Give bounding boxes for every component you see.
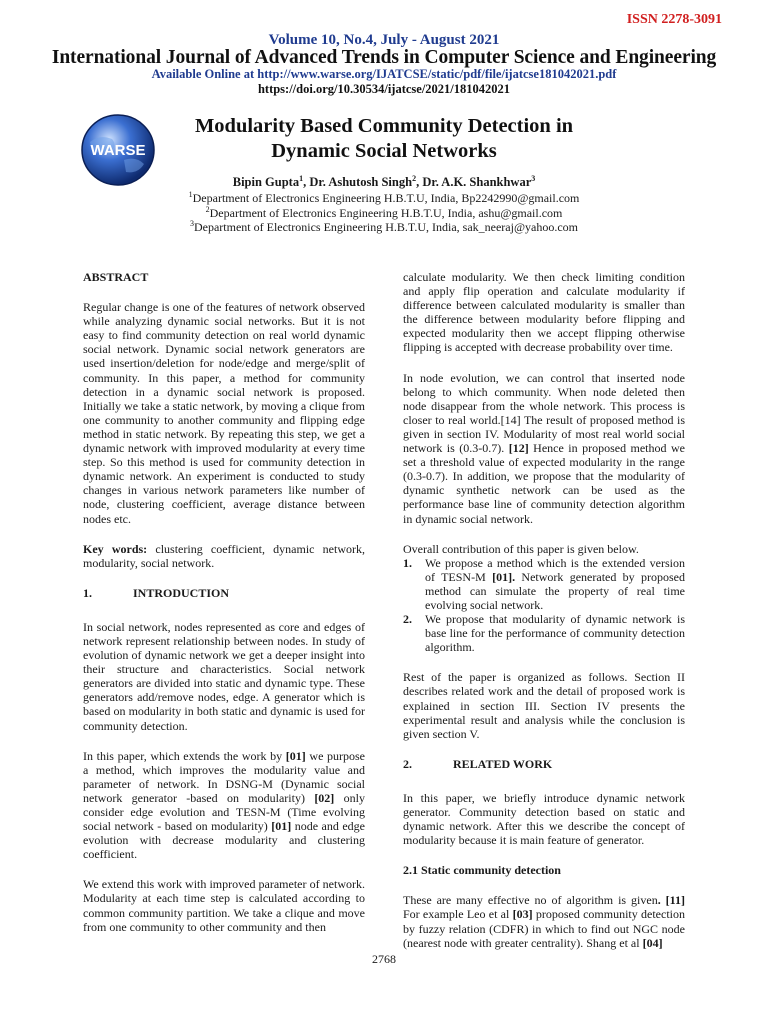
journal-title: International Journal of Advanced Trends in Computer Science and Engineering — [51, 47, 717, 68]
volume-line: Volume 10, No.4, July - August 2021 — [268, 32, 500, 48]
right-paragraph-3: Rest of the paper is organized as follows. Section II describes related work and the detail of proposed work is explained in section III. Section IV presents the experimental result and analysis while the conclusion is given section V. — [403, 670, 685, 741]
paper-title: Modularity Based Community Detection in Dynamic Social Networks — [194, 115, 574, 162]
page-number: 2768 — [372, 952, 396, 966]
contribution-list — [403, 542, 685, 655]
intro-paragraph-3: We extend this work with improved parameter of network. Modularity at each time step is calculated according to common community partition. We take a clique and move from one community to other community and then — [83, 877, 365, 934]
keywords: Key words: clustering coefficient, dynamic network, modularity, social network. — [83, 541, 365, 570]
right-paragraph-1: calculate modularity. We then check limiting condition and apply flip operation and calculate modularity if difference between calculated modularity is smaller than the difference between modularity before flipping and expected modularity then we accept flipping otherwise flipping is accepted with decrease probability over time. — [403, 270, 685, 355]
right-paragraph-2: In node evolution, we can control that inserted node belong to which community. When node deleted then node disappear from the whole network. This process is closer to real world.[14] The result of proposed method is given in section IV. Modularity of most real world social network is (0.3-0.7). [12] Hence in proposed method we set a threshold value of expected modularity in the range (0.3-0.7). In addition, we propose that the modularity of dynamic synthetic network can be used as the performance base line of community detection algorithm in dynamic social network. — [403, 370, 685, 526]
available-online-link[interactable]: Available Online at http://www.warse.org/IJATCSE/static/pdf/file/ijatcse181042021.pdf — [151, 67, 617, 81]
intro-paragraph-2: In this paper, which extends the work by [01] we purpose a method, which improves the modularity value and parameter of network. In DSNG-M (Dynamic social network generator -based on modularity) [02] only consider edge evolution and TESN-M (Time evolving social network - based on modularity) [01] node and edge evolution with decrease modularity and clustering coefficient. — [83, 748, 366, 862]
left-column — [83, 270, 365, 950]
logo-text: WARSE — [90, 142, 146, 159]
right-paragraph-5: These are many effective no of algorithm is given. [11] For example Leo et al [03] proposed community detection by fuzzy relation (CDFR) in which to find out NGC node (nearest node with greater centrality). Shang et al [04] — [403, 893, 686, 950]
right-paragraph-4: In this paper, we briefly introduce dynamic network generator. Community detection based on static and dynamic network. After this we describe the concept of modularity because it is main feature of generator. — [403, 790, 685, 848]
abstract-heading: ABSTRACT — [83, 270, 149, 284]
doi-link[interactable]: https://doi.org/10.30534/ijatcse/2021/181042021 — [257, 82, 511, 96]
warse-globe-logo — [78, 112, 158, 188]
affiliation-2: $^2$Department of Electronics Engineering H.B.T.U, India, ashu@gmail.com — [205, 204, 563, 220]
affiliations — [150, 191, 618, 235]
affiliation-1: $^1$Department of Electronics Engineering H.B.T.U, India, Bp2242990@gmail.com — [188, 190, 580, 205]
issn-label: ISSN 2278-3091 — [626, 12, 722, 27]
subsection-heading: 2.1 Static community detection — [403, 863, 561, 878]
intro-paragraph-1: In social network, nodes represented as core and edges of network represent relationship between nodes. In study of evolution of dynamic network we get a deeper insight into their structure and characteristics. Social network generators are divided into static and dynamic type. These generators add/remove nodes, edge. A generator which is based on modularity in both static and dynamic is used for community detection. — [83, 619, 365, 733]
abstract-text: Regular change is one of the features of network observed while analyzing dynamic social networks. But it is not easy to find community detection on real world dynamic social network. Dynamic social network generators are used insertion/deletion for node/edge and merge/split of community. In this paper, a method for community detection in a dynamic social network is proposed. Initially we take a static network, by moving a clique from one community to another community and flipping edge method in static network. By repeating this step, we get a dynamic network with improved modularity at every time step. So this method is used for community detection in dynamic network. An experiment is conducted to study changes in various network parameters like number of node, clustering coefficient, average distance between nodes etc. — [83, 300, 365, 526]
contribution-intro: Overall contribution of this paper is given below. — [403, 541, 639, 556]
list-item: 2. We propose that modularity of dynamic network is base line for the performance of community detection algorithm. — [403, 612, 685, 655]
section-heading-introduction: 1. INTRODUCTION — [83, 585, 230, 600]
list-item: 1. We propose a method which is the extended version of TESN-M [01]. Network generated by proposed method can simulate the property of real time evolving social network. — [403, 555, 685, 612]
section-heading-related-work: 2. RELATED WORK — [403, 756, 553, 771]
right-column — [403, 270, 685, 966]
author-list: Bipin Gupta$^1$, Dr. Ashutosh Singh$^2$, Dr. A.K. Shankhwar$^3$ — [232, 173, 536, 189]
affiliation-3: $^3$Department of Electronics Engineering H.B.T.U, India, sak_neeraj@yahoo.com — [189, 219, 579, 234]
